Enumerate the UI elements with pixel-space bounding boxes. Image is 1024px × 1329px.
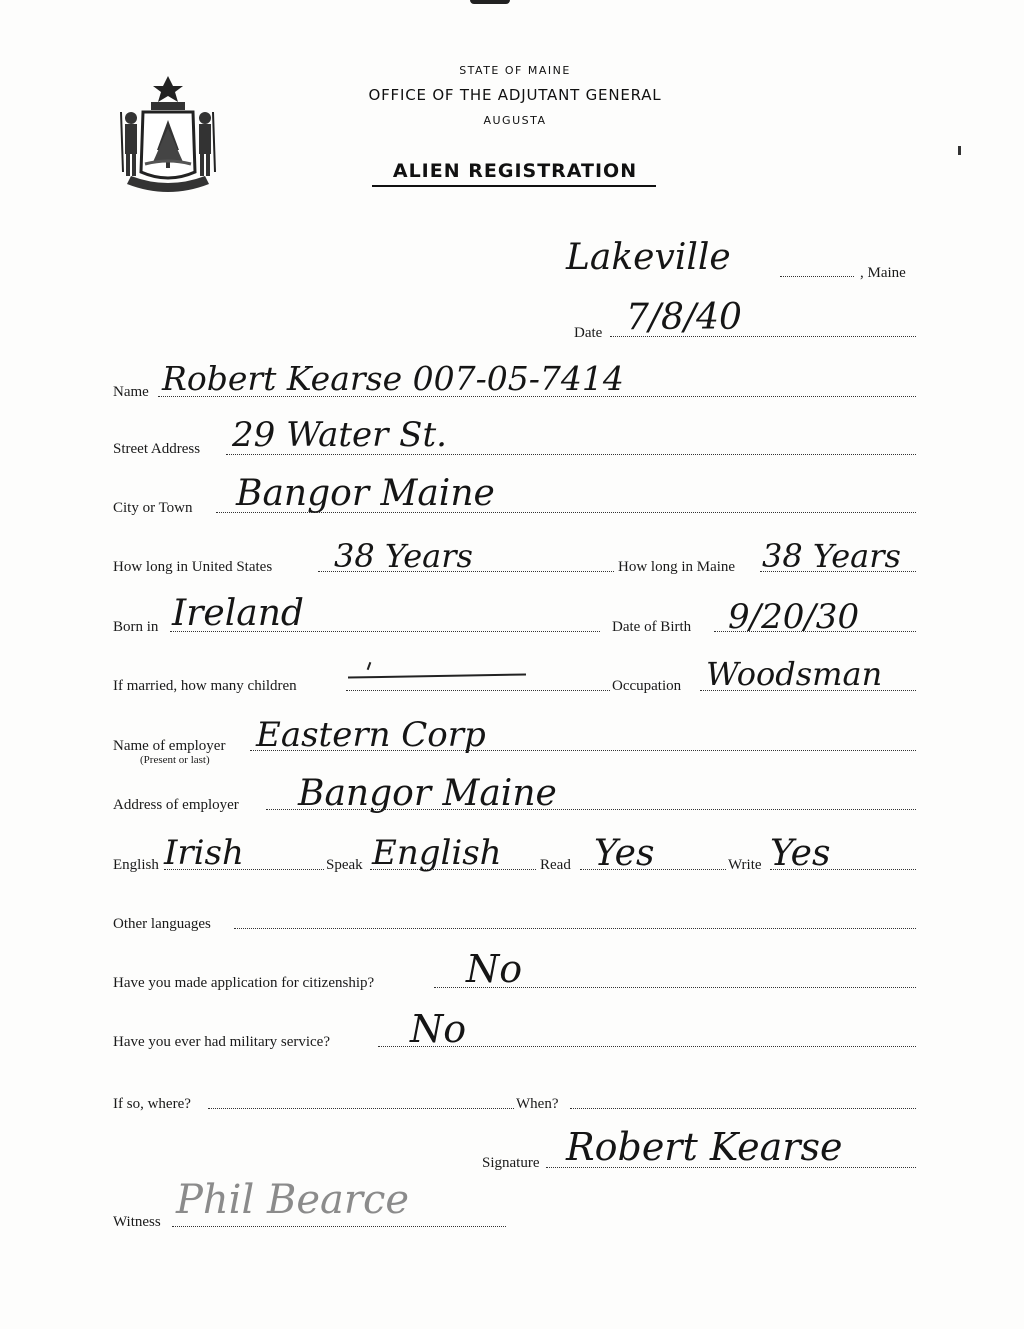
when-label: When? [516,1096,559,1112]
other-languages-label: Other languages [113,916,211,932]
maine-duration-line [760,571,916,572]
where-line [208,1108,514,1109]
witness-line [172,1226,506,1227]
write-value: Yes [770,833,831,874]
signature-value: Robert Kearse [566,1125,843,1169]
us-duration-line [318,571,614,572]
employer-label: Name of employer [113,738,226,754]
form-title: ALIEN REGISTRATION [392,160,638,182]
occupation-value: Woodsman [706,655,883,693]
town-value: Lakeville [566,237,731,278]
city-line [216,512,916,513]
name-line [158,396,916,397]
occupation-label: Occupation [612,678,682,694]
witness-label: Witness [113,1214,161,1230]
born-line [170,631,600,632]
scan-speck [958,146,961,155]
military-value: No [410,1007,467,1051]
military-line [378,1046,916,1047]
date-label: Date [574,325,603,341]
title-underline [372,185,656,187]
witness-value: Phil Bearce [176,1177,410,1223]
state-seal-icon [113,72,223,202]
city-label: City or Town [113,500,193,516]
employer-line [250,750,916,751]
military-label: Have you ever had military service? [113,1034,330,1050]
name-value: Robert Kearse 007-05-7414 [162,359,624,398]
read-label: Read [540,857,571,873]
employer-address-value: Bangor Maine [298,773,557,814]
employer-address-line [266,809,916,810]
us-duration-label: How long in United States [113,559,273,575]
other-languages-line [234,928,916,929]
read-value: Yes [594,833,655,874]
where-label: If so, where? [113,1096,191,1112]
english-value: Irish [164,833,244,873]
children-dash-mark [348,673,526,678]
children-tick-mark [367,662,372,670]
children-line [346,690,610,691]
write-label: Write [728,857,762,873]
signature-label: Signature [482,1155,540,1171]
street-value: 29 Water St. [232,415,447,455]
name-label: Name [113,384,149,400]
town-line [780,276,854,277]
header-state: STATE OF MAINE [459,64,571,77]
children-label: If married, how many children [113,678,297,694]
scan-edge-mark [470,0,510,4]
town-suffix: , Maine [860,265,906,281]
read-line [580,869,726,870]
write-line [770,869,916,870]
maine-duration-label: How long in Maine [618,559,736,575]
signature-line [546,1167,916,1168]
street-line [226,454,916,455]
dob-label: Date of Birth [612,619,692,635]
citizenship-label: Have you made application for citizenship? [113,975,375,991]
speak-line [370,869,536,870]
citizenship-value: No [466,947,523,991]
maine-duration-value: 38 Years [762,537,901,575]
employer-value: Eastern Corp [256,715,486,755]
occupation-line [700,690,916,691]
when-line [570,1108,916,1109]
born-label: Born in [113,619,159,635]
date-value: 7/8/40 [626,297,742,338]
employer-sublabel: (Present or last) [140,754,210,766]
date-line [610,336,916,337]
header-office: OFFICE OF THE ADJUTANT GENERAL [368,86,662,104]
employer-address-label: Address of employer [113,797,239,813]
street-label: Street Address [113,441,201,457]
speak-value: English [372,833,502,873]
citizenship-line [434,987,916,988]
english-label: English [113,857,159,873]
born-value: Ireland [172,593,304,634]
us-duration-value: 38 Years [334,537,473,575]
speak-label: Speak [326,857,363,873]
dob-value: 9/20/30 [728,597,860,637]
header-city: AUGUSTA [483,114,547,127]
city-value: Bangor Maine [236,473,495,514]
dob-line [714,631,916,632]
english-line [164,869,324,870]
